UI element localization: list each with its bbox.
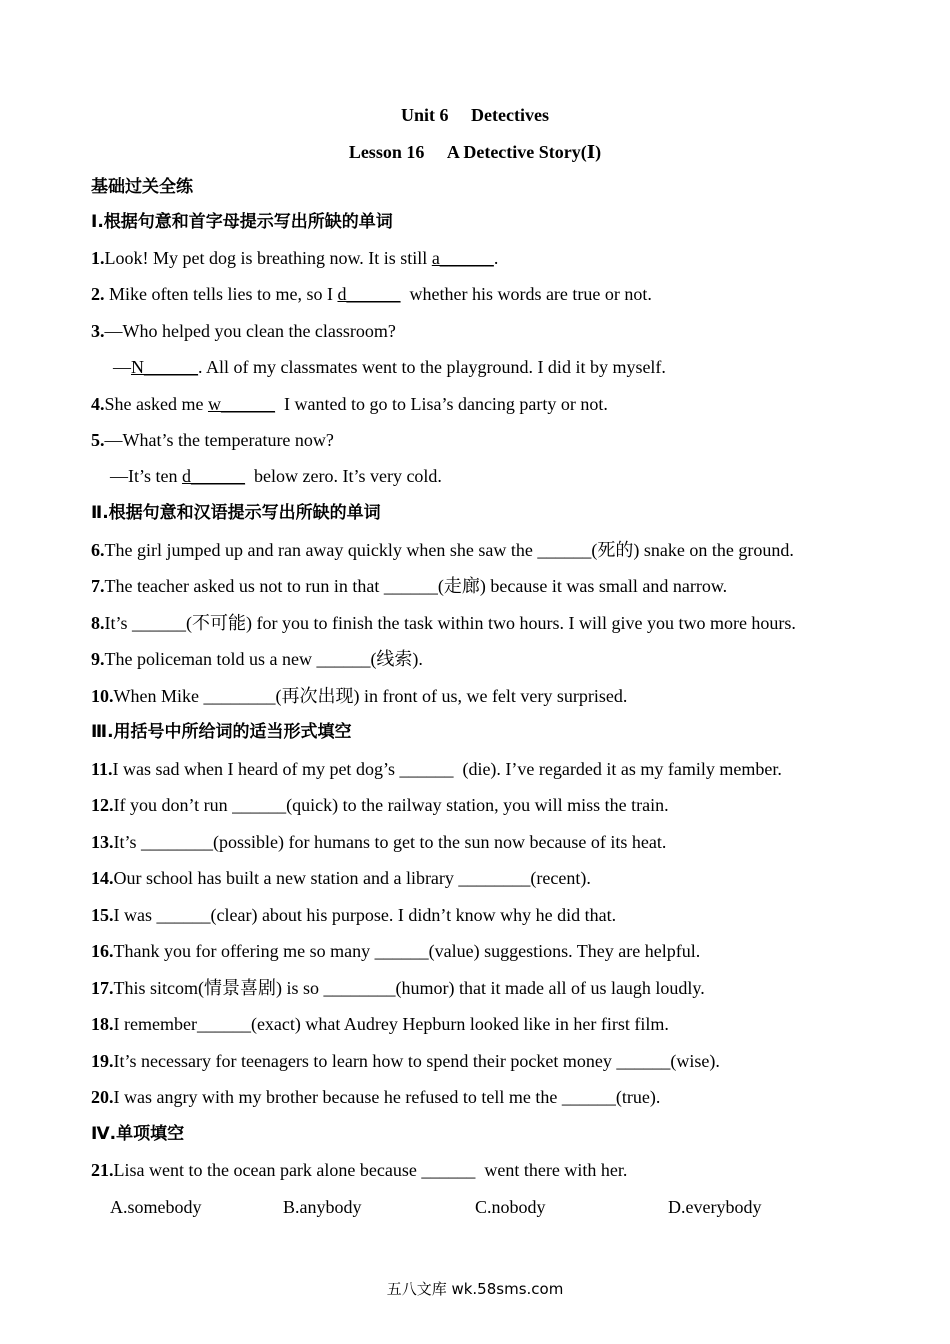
section-3-heading: Ⅲ.用括号中所给词的适当形式填空 <box>91 722 352 742</box>
option-d: D.everybody <box>668 1197 762 1217</box>
question-13 <box>91 831 871 853</box>
question-text: It’s ________(possible) for humans to get to the sun now because of its heat. <box>113 832 667 852</box>
footer-watermark: 五八文库 wk.58sms.com <box>386 1280 564 1298</box>
question-text: I wanted to go to Lisa’s dancing party or not. <box>274 394 608 414</box>
question-number: 10. <box>91 686 114 706</box>
unit-title: Unit 6 Detectives <box>401 105 549 125</box>
intro-heading: 基础过关全练 <box>91 177 193 197</box>
question-number: 9. <box>91 649 105 669</box>
answer-blank: a______ <box>431 248 494 268</box>
question-number: 13. <box>91 832 114 852</box>
section-4-heading: Ⅳ.单项填空 <box>91 1124 185 1144</box>
question-12 <box>91 794 871 816</box>
question-text: The girl jumped up and ran away quickly when she saw the ______(死的) snake on the ground. <box>104 540 794 560</box>
question-5-reply <box>110 465 890 487</box>
answer-blank: d______ <box>337 284 401 304</box>
question-5 <box>91 429 871 451</box>
question-text: I was angry with my brother because he refused to tell me the ______(true). <box>113 1087 661 1107</box>
question-text: Lisa went to the ocean park alone because ______ went there with her. <box>113 1160 628 1180</box>
question-number: 4. <box>91 394 105 414</box>
question-text: I remember______(exact) what Audrey Hepburn looked like in her first film. <box>113 1014 669 1034</box>
question-text: —It’s ten <box>110 466 182 486</box>
question-number: 17. <box>91 978 114 998</box>
question-number: 15. <box>91 905 114 925</box>
question-text: — <box>113 357 131 377</box>
question-text: whether his words are true or not. <box>400 284 652 304</box>
question-3-reply <box>113 356 893 378</box>
question-20 <box>91 1086 871 1108</box>
option-b: B.anybody <box>283 1197 362 1217</box>
question-text: Thank you for offering me so many ______(value) suggestions. They are helpful. <box>113 941 701 961</box>
question-number: 7. <box>91 576 105 596</box>
question-text: It’s necessary for teenagers to learn how to spend their pocket money ______(wise). <box>113 1051 720 1071</box>
question-number: 11. <box>91 759 113 779</box>
question-4 <box>91 393 871 415</box>
question-number: 20. <box>91 1087 114 1107</box>
question-text: Mike often tells lies to me, so I <box>104 284 338 304</box>
question-text: Look! My pet dog is breathing now. It is still <box>104 248 432 268</box>
question-number: 12. <box>91 795 114 815</box>
section-1-heading: Ⅰ.根据句意和首字母提示写出所缺的单词 <box>91 212 393 232</box>
question-number: 2. <box>91 284 105 304</box>
question-text: When Mike ________(再次出现) in front of us, we felt very surprised. <box>113 686 628 706</box>
question-number: 5. <box>91 430 105 450</box>
question-6 <box>91 539 871 561</box>
question-text: —Who helped you clean the classroom? <box>104 321 396 341</box>
option-a: A.somebody <box>110 1197 202 1217</box>
question-text: . All of my classmates went to the playground. I did it by myself. <box>198 357 666 377</box>
answer-blank: d______ <box>182 466 245 486</box>
section-2-heading: Ⅱ.根据句意和汉语提示写出所缺的单词 <box>91 503 381 523</box>
question-number: 16. <box>91 941 114 961</box>
question-7 <box>91 575 871 597</box>
question-number: 8. <box>91 613 105 633</box>
question-text: The teacher asked us not to run in that ______(走廊) because it was small and narrow. <box>104 576 728 596</box>
question-text: If you don’t run ______(quick) to the railway station, you will miss the train. <box>113 795 669 815</box>
question-9 <box>91 648 871 670</box>
question-text: below zero. It’s very cold. <box>245 466 442 486</box>
question-8 <box>91 612 871 634</box>
question-2 <box>91 283 871 305</box>
question-number: 6. <box>91 540 105 560</box>
question-number: 14. <box>91 868 114 888</box>
question-number: 3. <box>91 321 105 341</box>
question-15 <box>91 904 871 926</box>
question-text: —What’s the temperature now? <box>104 430 334 450</box>
lesson-title: Lesson 16 A Detective Story(Ⅰ) <box>348 142 602 162</box>
question-21 <box>91 1159 871 1181</box>
question-text: I was ______(clear) about his purpose. I didn’t know why he did that. <box>113 905 617 925</box>
option-c: C.nobody <box>475 1197 546 1217</box>
question-3 <box>91 320 871 342</box>
question-number: 21. <box>91 1160 114 1180</box>
question-text: The policeman told us a new ______(线索). <box>104 649 423 669</box>
question-1 <box>91 247 871 269</box>
question-17 <box>91 977 871 999</box>
answer-blank: w______ <box>207 394 275 414</box>
question-11 <box>91 758 871 780</box>
question-text: This sitcom(情景喜剧) is so ________(humor) that it made all of us laugh loudly. <box>113 978 705 998</box>
question-text: It’s ______(不可能) for you to finish the task within two hours. I will give you two more hours. <box>104 613 796 633</box>
question-10 <box>91 685 871 707</box>
question-18 <box>91 1013 871 1035</box>
question-16 <box>91 940 871 962</box>
question-text: I was sad when I heard of my pet dog’s ______ (die). I’ve regarded it as my family member. <box>112 759 782 779</box>
question-number: 19. <box>91 1051 114 1071</box>
question-19 <box>91 1050 871 1072</box>
question-number: 1. <box>91 248 105 268</box>
question-text: She asked me <box>104 394 208 414</box>
question-text: . <box>493 248 499 268</box>
question-number: 18. <box>91 1014 114 1034</box>
answer-blank: N______ <box>131 357 198 377</box>
question-14 <box>91 867 871 889</box>
question-text: Our school has built a new station and a library ________(recent). <box>113 868 591 888</box>
